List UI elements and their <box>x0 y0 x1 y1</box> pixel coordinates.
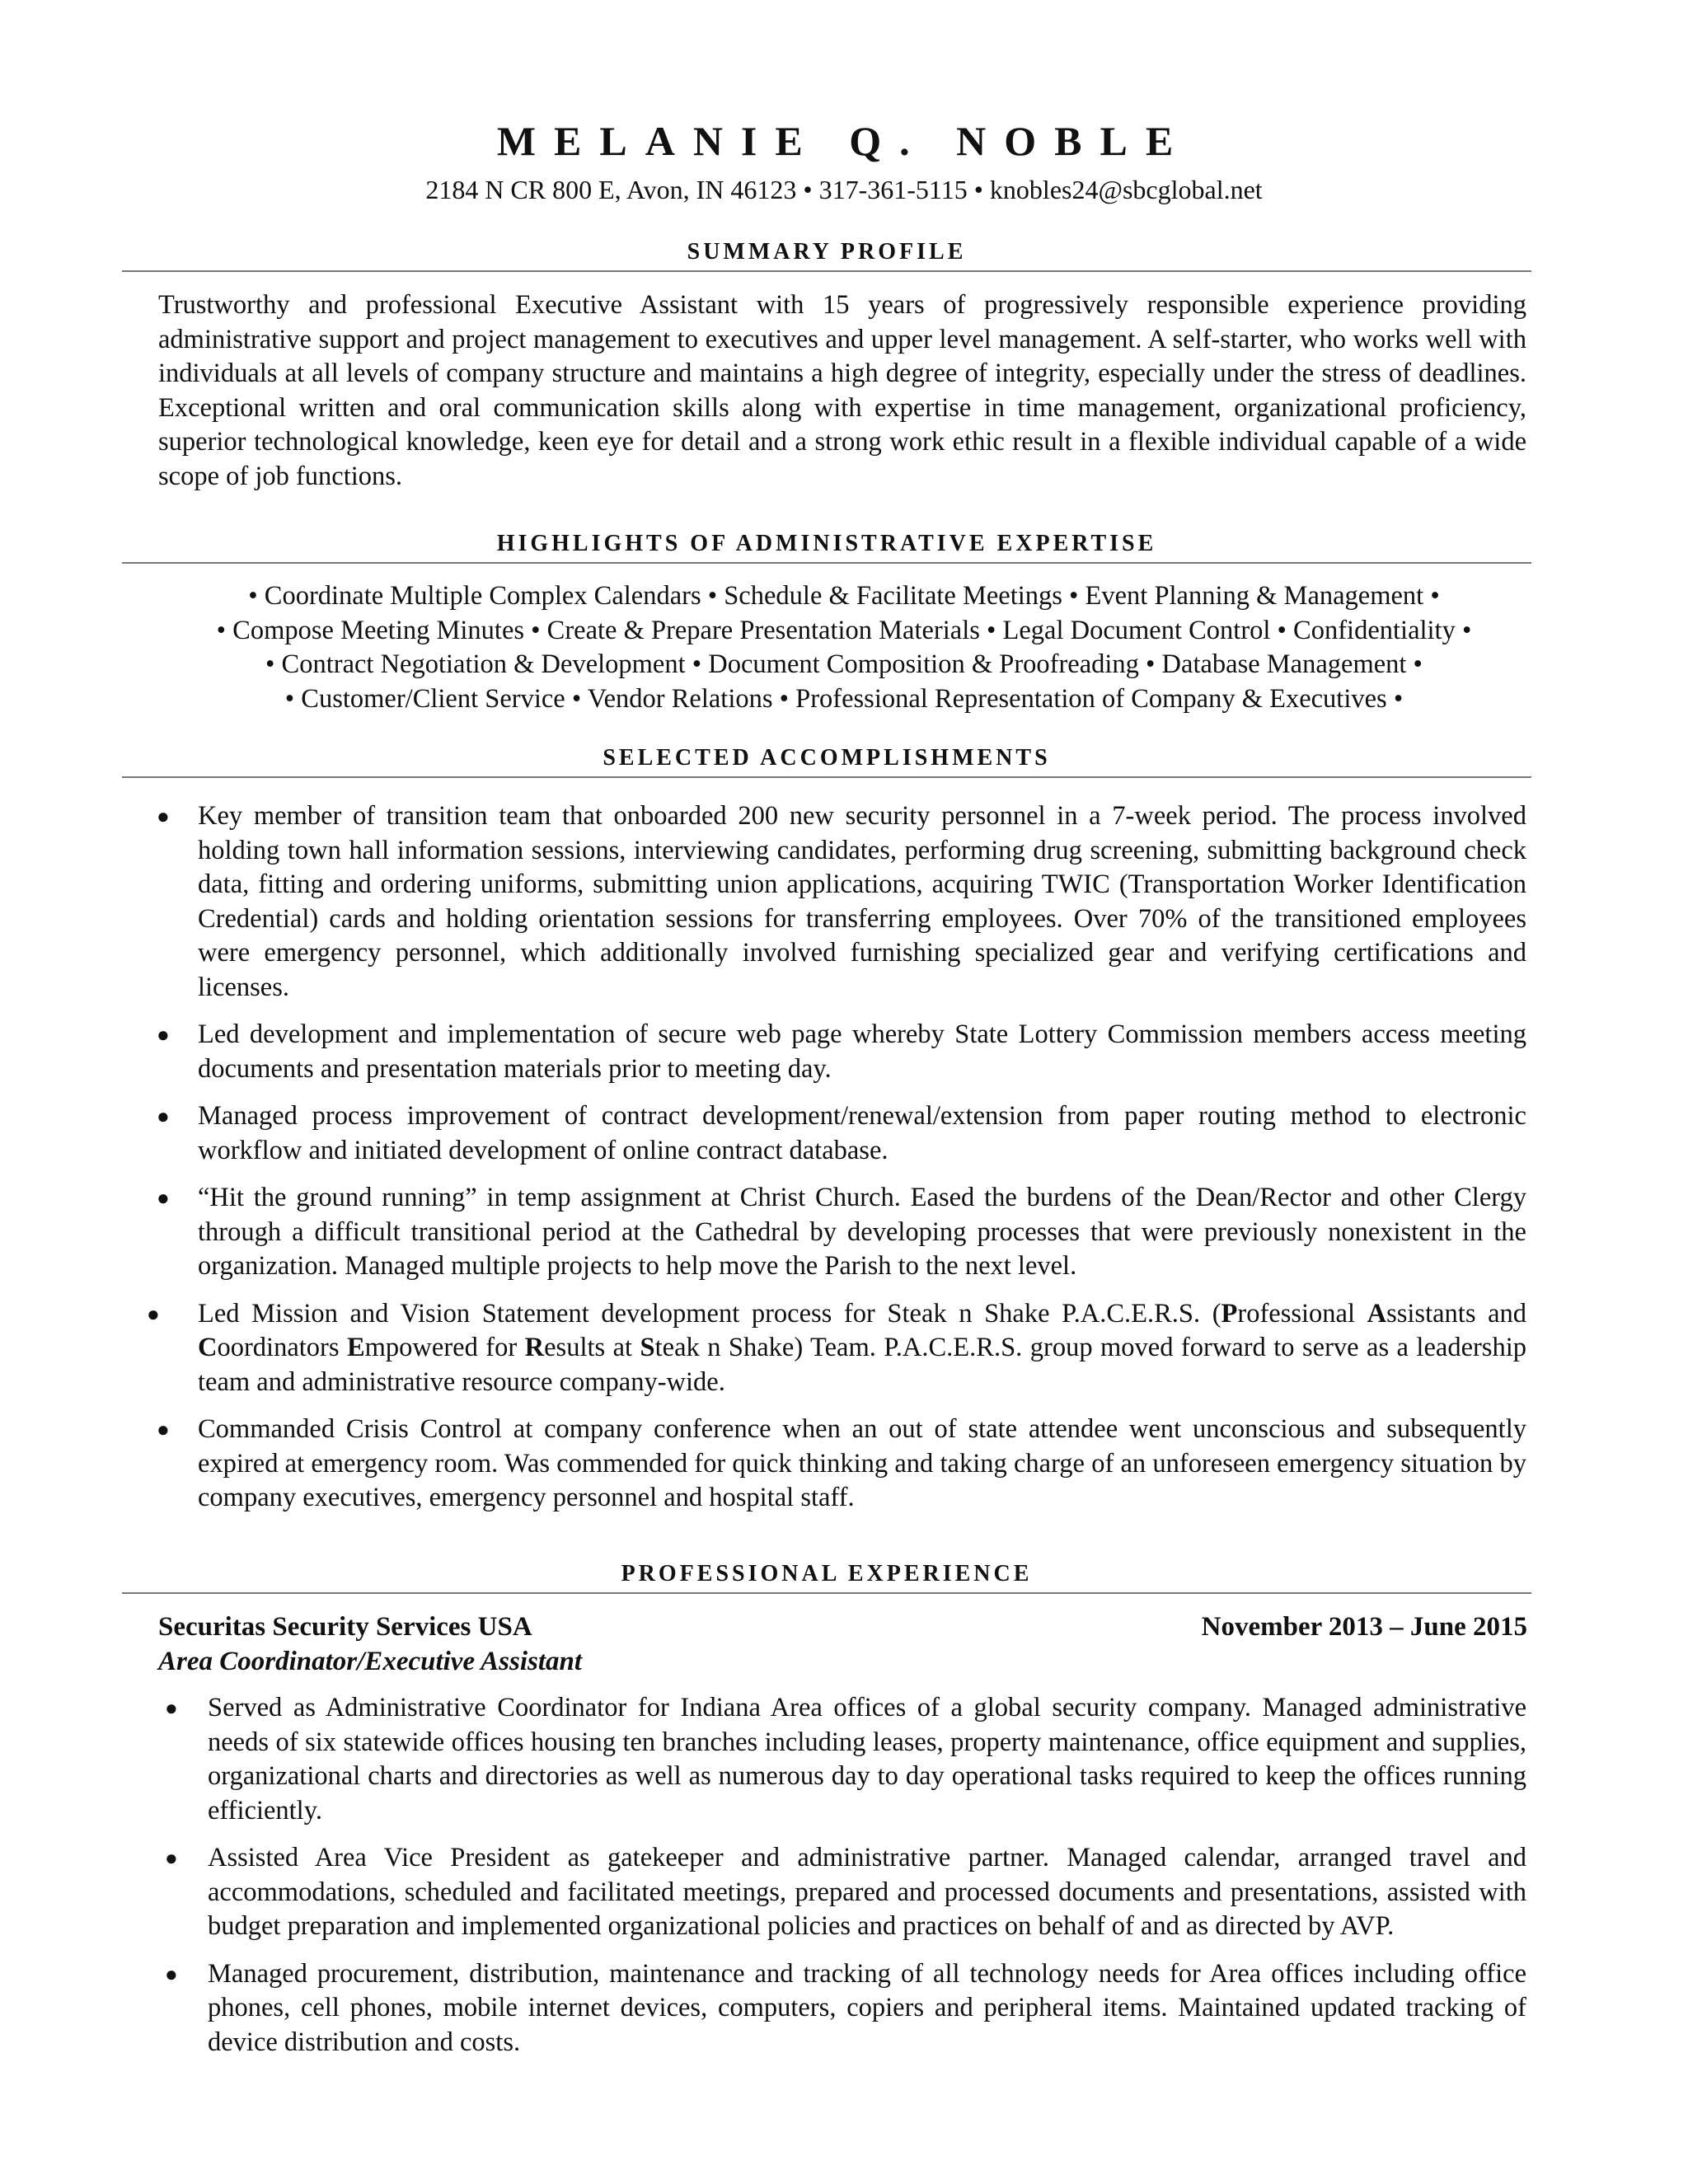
highlights-line: • Contract Negotiation & Development • Document Composition & Proofreading • Database Management • <box>265 649 1423 679</box>
list-item <box>165 1691 1526 1828</box>
bullet-icon: ● <box>157 1418 170 1441</box>
accomplishments-heading: SELECTED ACCOMPLISHMENTS <box>122 743 1531 778</box>
experience-text: Served as Administrative Coordinator for Indiana Area offices of a global security company. Managed administrative needs of six statewide offices housing ten branches including leases, property maintenance, office equipment and supplies, organizational charts and directories as well as numerous day to day operational tasks required to keep the offices running efficiently. <box>208 1693 1526 1825</box>
list-item <box>157 1413 1526 1516</box>
highlights-list <box>122 579 1566 716</box>
summary-text: Trustworthy and professional Executive Assistant with 15 years of progressively responsible experience providing administrative support and project management to executives and upper level management. A self-starter, who works well with individuals at all levels of company structure and maintains a high degree of integrity, especially under the stress of deadlines. Exceptional written and oral communication skills along with expertise in time management, organizational proficiency, superior technological knowledge, keen eye for detail and a strong work ethic result in a flexible individual capable of a wide scope of job functions. <box>158 290 1526 491</box>
bullet-icon: ● <box>165 1846 178 1870</box>
accomplishment-text: Led development and implementation of secure web page whereby State Lottery Commission members access meeting documents and presentation materials prior to meeting day. <box>198 1019 1526 1084</box>
accomplishment-text: Managed process improvement of contract development/renewal/extension from paper routing method to electronic workflow and initiated development of online contract database. <box>198 1101 1526 1165</box>
list-item <box>147 1297 1526 1400</box>
experience-text: Assisted Area Vice President as gatekeeper and administrative partner. Managed calendar, arranged travel and accommodations, scheduled and facilitated meetings, prepared and processed documents and presentations, assisted with budget preparation and implemented organizational policies and practices on behalf of and as directed by AVP. <box>208 1843 1526 1941</box>
accomplishment-text: “Hit the ground running” in temp assignment at Christ Church. Eased the burdens of the Dean/Rector and other Clergy through a difficult transitional period at the Cathedral by developing processes that were previously nonexistent in the organization. Managed multiple projects to help move the Parish to the next level. <box>198 1183 1526 1281</box>
employment-dates: November 2013 – June 2015 <box>1201 1612 1527 1642</box>
list-item <box>165 1957 1526 2060</box>
experience-text: Managed procurement, distribution, maintenance and tracking of all technology needs for Area offices including office phones, cell phones, mobile internet devices, computers, copiers and peripheral items. Maintained updated tracking of device distribution and costs. <box>208 1958 1526 2057</box>
job-title: Area Coordinator/Executive Assistant <box>158 1647 583 1676</box>
bullet-icon: ● <box>165 1696 178 1720</box>
summary-heading: SUMMARY PROFILE <box>122 237 1531 272</box>
accomplishment-text: Led Mission and Vision Statement development process for Steak n Shake P.A.C.E.R.S. (Professional Assistants and Coordinators Empowered for Results at Steak n Shake) Team. P.A.C.E.R.S. group moved forward to serve as a leadership team and administrative resource company-wide. <box>198 1298 1526 1397</box>
list-item <box>157 1018 1526 1086</box>
company-name: Securitas Security Services USA <box>158 1612 532 1642</box>
list-item <box>157 1181 1526 1284</box>
bullet-icon: ● <box>157 1104 170 1128</box>
experience-heading: PROFESSIONAL EXPERIENCE <box>122 1559 1531 1594</box>
highlights-line: • Customer/Client Service • Vendor Relations • Professional Representation of Company & Executives • <box>284 683 1404 714</box>
accomplishment-text: Commanded Crisis Control at company conference when an out of state attendee went unconscious and subsequently expired at emergency room. Was commended for quick thinking and taking charge of an unforeseen emergency situation by company executives, emergency personnel and hospital staff. <box>198 1414 1526 1512</box>
bullet-icon: ● <box>157 1023 170 1047</box>
list-item <box>157 799 1526 1005</box>
candidate-name: MELANIE Q. NOBLE <box>496 118 1192 164</box>
highlights-line: • Compose Meeting Minutes • Create & Prepare Presentation Materials • Legal Document Control • Confidentiality • <box>216 615 1472 645</box>
list-item <box>157 1099 1526 1168</box>
list-item <box>165 1841 1526 1944</box>
highlights-line: • Coordinate Multiple Complex Calendars • Schedule & Facilitate Meetings • Event Planning & Management • <box>248 581 1440 611</box>
accomplishment-text: Key member of transition team that onboarded 200 new security personnel in a 7-week period. The process involved holding town hall information sessions, interviewing candidates, performing drug screening, submitting background check data, fitting and ordering uniforms, submitting union applications, acquiring TWIC (Transportation Worker Identification Credential) cards and holding orientation sessions for transferring employees. Over 70% of the transitioned employees were emergency personnel, which additionally involved furnishing specialized gear and verifying certifications and licenses. <box>198 801 1526 1002</box>
bullet-icon: ● <box>147 1301 160 1326</box>
bullet-icon: ● <box>157 1186 170 1210</box>
contact-line: 2184 N CR 800 E, Avon, IN 46123 • 317-361-5115 • knobles24@sbcglobal.net <box>425 175 1263 204</box>
bullet-icon: ● <box>157 804 170 828</box>
bullet-icon: ● <box>165 1961 178 1986</box>
highlights-heading: HIGHLIGHTS OF ADMINISTRATIVE EXPERTISE <box>122 529 1531 564</box>
accomplishments-list <box>147 799 1526 1516</box>
experience-list <box>165 1691 1526 2060</box>
